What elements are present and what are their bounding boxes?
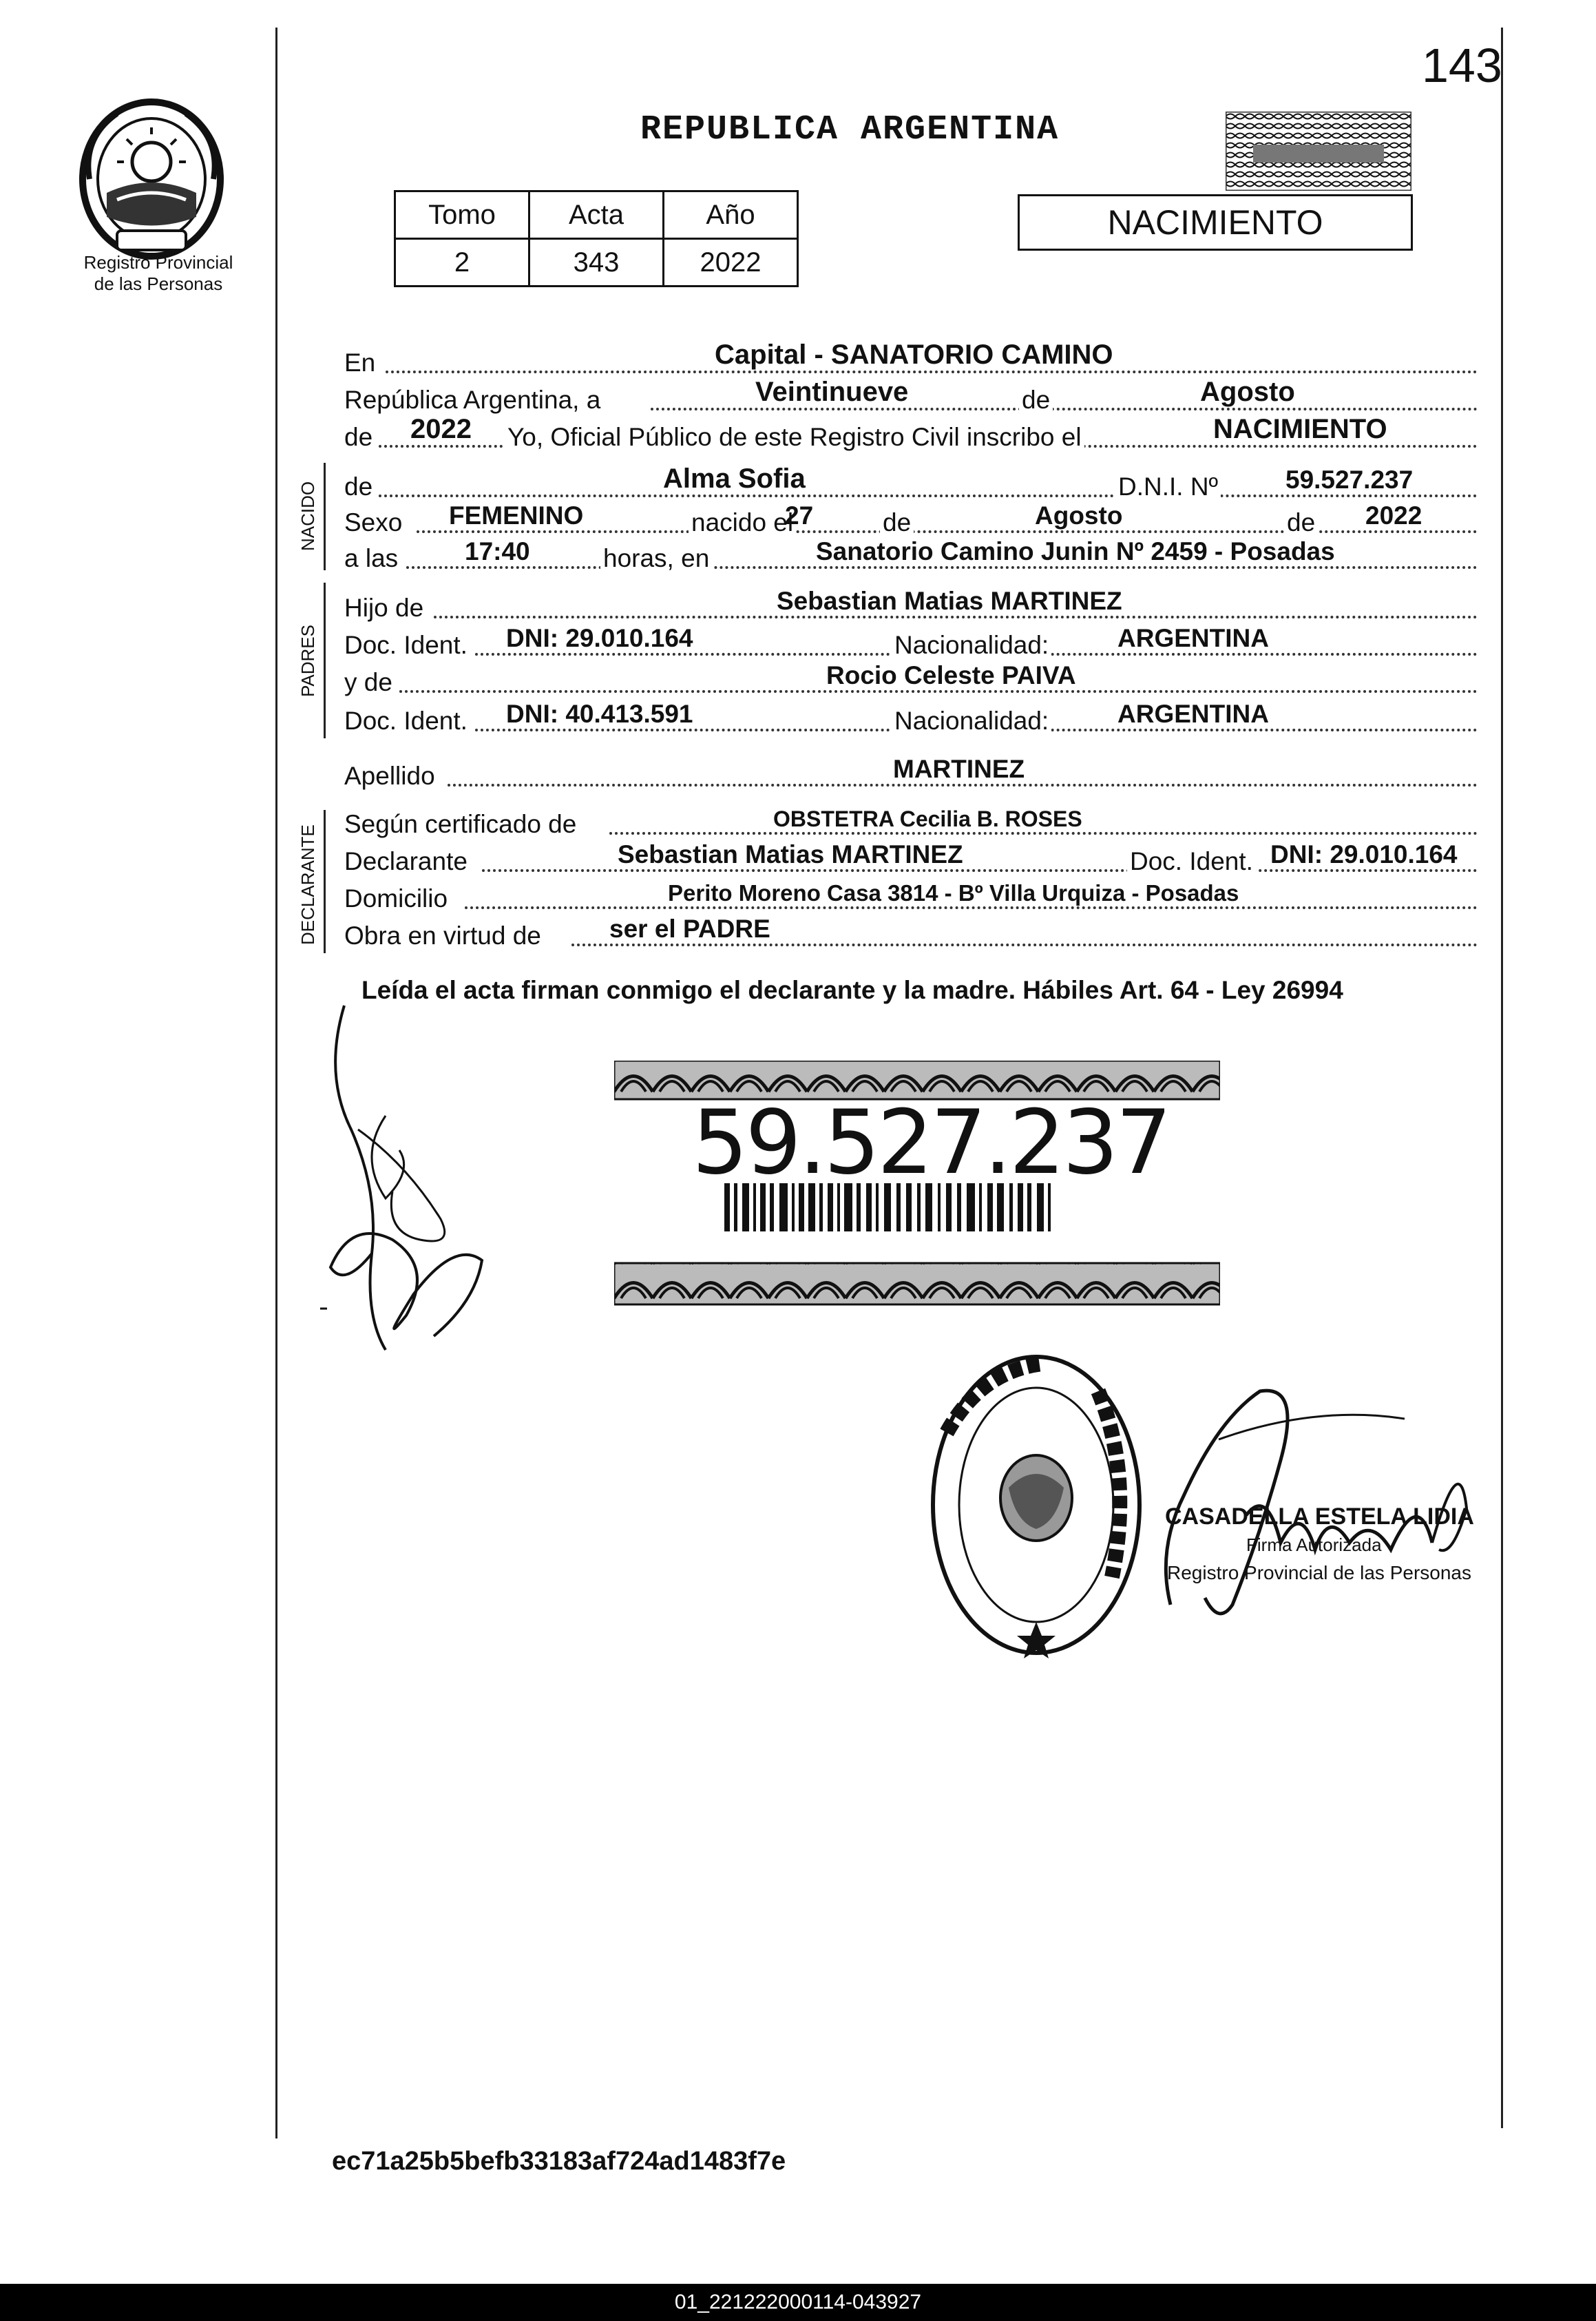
value-birth-month: Agosto [1035, 501, 1123, 530]
value-name: Alma Sofia [663, 464, 806, 494]
value-tomo: 2 [395, 239, 529, 287]
side-label-nacido: NACIDO [297, 481, 318, 551]
row-declarante [344, 842, 1478, 876]
signatory-role: Firma Autorizada [1246, 1534, 1382, 1555]
padres-bar [324, 583, 326, 738]
value-birth-year: 2022 [1365, 501, 1422, 530]
page-number: 143 [1422, 39, 1502, 92]
label-a-las: a las [344, 544, 401, 573]
label-domicilio: Domicilio [344, 884, 450, 913]
label-republica: República Argentina, a [344, 386, 603, 415]
label-certificado: Según certificado de [344, 810, 579, 839]
document-title: REPUBLICA ARGENTINA [640, 110, 1060, 149]
label-de-name: de [344, 472, 375, 501]
row-sex-birth [344, 503, 1478, 537]
dni-banner-number: 59.527.237 [692, 1092, 1169, 1194]
left-margin-line [275, 28, 277, 2138]
value-obra: ser el PADRE [609, 915, 770, 943]
label-father-nat: Nacionalidad: [892, 631, 1051, 660]
row-father [344, 588, 1478, 623]
right-margin-line [1501, 28, 1503, 2128]
label-hijo-de: Hijo de [344, 594, 426, 623]
side-label-padres: PADRES [297, 625, 318, 697]
label-de-month: de [1019, 386, 1053, 415]
row-obra [344, 916, 1478, 950]
row-name [344, 464, 1478, 501]
row-hour-place [344, 539, 1478, 573]
label-birth-de: de [880, 508, 914, 537]
row-domicilio [344, 879, 1478, 913]
value-sexo: FEMENINO [449, 501, 584, 530]
row-en [344, 340, 1478, 377]
value-month: Agosto [1200, 377, 1295, 407]
label-y-de: y de [344, 668, 395, 697]
value-dni: 59.527.237 [1285, 466, 1414, 494]
value-father-doc: DNI: 29.010.164 [506, 624, 693, 652]
document-hash: ec71a25b5befb33183af724ad1483f7e [332, 2147, 786, 2176]
value-declarante-doc: DNI: 29.010.164 [1270, 840, 1458, 868]
value-father: Sebastian Matias MARTINEZ [777, 587, 1122, 615]
label-mother-doc: Doc. Ident. [344, 707, 470, 736]
label-declarante: Declarante [344, 847, 470, 876]
value-apellido: MARTINEZ [893, 755, 1025, 783]
row-apellido [344, 756, 1478, 791]
value-certificado: OBSTETRA Cecilia B. ROSES [773, 806, 1082, 831]
declarante-bar [324, 810, 326, 953]
nacido-bar [324, 463, 326, 570]
value-birth-day: 27 [785, 501, 814, 530]
value-mother-doc: DNI: 40.413.591 [506, 700, 693, 728]
header-ano: Año [664, 191, 798, 239]
file-id-bar: 01_221222000114-043927 [0, 2284, 1596, 2321]
value-acta: 343 [529, 239, 664, 287]
label-obra: Obra en virtud de [344, 922, 544, 950]
side-label-declarante: DECLARANTE [297, 824, 318, 945]
reference-table [394, 190, 799, 287]
signatory-office: Registro Provincial de las Personas [1167, 1562, 1471, 1583]
value-inscribe: NACIMIENTO [1213, 414, 1387, 444]
label-mother-nat: Nacionalidad: [892, 707, 1051, 736]
misiones-emblem-logo [69, 96, 234, 262]
label-father-doc: Doc. Ident. [344, 631, 470, 660]
signatory-name: CASADELLA ESTELA LIDIA [1165, 1503, 1474, 1530]
label-en: En [344, 348, 378, 377]
label-apellido: Apellido [344, 762, 438, 791]
security-stamp [1226, 112, 1411, 191]
label-horas-en: horas, en [600, 544, 712, 573]
value-year: 2022 [410, 414, 472, 444]
label-de-year: de [344, 423, 375, 452]
row-date [344, 377, 1478, 415]
value-declarante: Sebastian Matias MARTINEZ [618, 840, 963, 868]
value-ano: 2022 [664, 239, 798, 287]
declarant-signature [303, 992, 530, 1377]
label-nacido-el: nacido el [689, 508, 796, 537]
closing-statement: Leída el acta firman conmigo el declarante y la madre. Hábiles Art. 64 - Ley 26994 [361, 976, 1343, 1004]
value-father-nat: ARGENTINA [1117, 624, 1269, 652]
row-mother-doc [344, 701, 1478, 736]
value-mother-nat: ARGENTINA [1117, 700, 1269, 728]
label-dni: D.N.I. Nº [1115, 472, 1221, 501]
header-acta: Acta [529, 191, 664, 239]
header-tomo: Tomo [395, 191, 529, 239]
label-oficial: Yo, Oficial Público de este Registro Civil inscribo el [505, 423, 1084, 452]
row-mother [344, 663, 1478, 697]
value-mother: Rocio Celeste PAIVA [826, 661, 1076, 689]
registry-caption: Registro Provincial de las Personas [83, 252, 233, 294]
row-certificado [344, 804, 1478, 839]
value-domicilio: Perito Moreno Casa 3814 - Bº Villa Urquiza - Posadas [668, 880, 1239, 906]
official-signature [1143, 1377, 1501, 1625]
value-day-words: Veintinueve [755, 377, 909, 407]
label-sexo: Sexo [344, 508, 405, 537]
value-birth-place: Sanatorio Camino Junin Nº 2459 - Posadas [816, 537, 1335, 565]
label-declarante-doc: Doc. Ident. [1127, 847, 1256, 876]
value-place: Capital - SANATORIO CAMINO [715, 340, 1113, 370]
row-father-doc [344, 625, 1478, 660]
act-type-box: NACIMIENTO [1018, 194, 1413, 251]
official-seal [926, 1350, 1146, 1660]
value-hour: 17:40 [465, 537, 530, 565]
label-birth-de2: de [1284, 508, 1318, 537]
row-year [344, 414, 1478, 452]
